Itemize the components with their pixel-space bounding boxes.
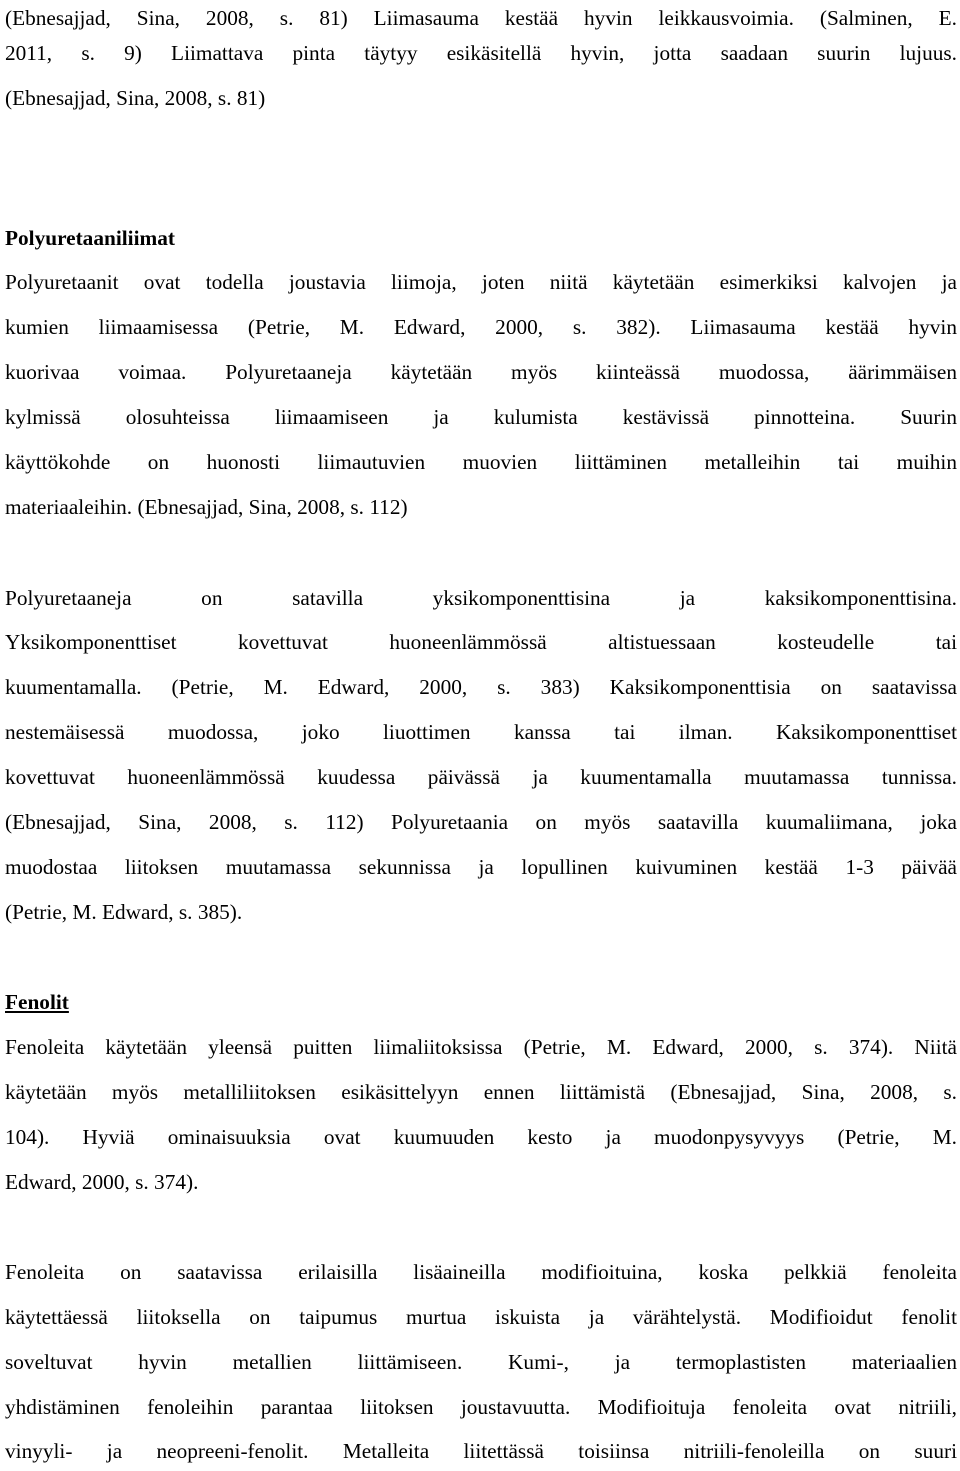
- paragraph-line: kylmissä olosuhteissa liimaamiseen ja kulumista kestävissä pinnotteina. Suurin: [5, 405, 957, 429]
- paragraph-line: soveltuvat hyvin metallien liittämiseen. Kumi-, ja termoplastisten materiaalien: [5, 1350, 957, 1374]
- intro-line: (Ebnesajjad, Sina, 2008, s. 81): [5, 86, 266, 110]
- paragraph-line: kuorivaa voimaa. Polyuretaaneja käytetään myös kiinteässä muodossa, äärimmäisen: [5, 360, 957, 384]
- paragraph-line: Polyuretaaneja on satavilla yksikomponenttisina ja kaksikomponenttisina.: [5, 586, 957, 610]
- paragraph-line: kuumentamalla. (Petrie, M. Edward, 2000, s. 383) Kaksikomponenttisia on saatavissa: [5, 675, 957, 699]
- paragraph-line: Edward, 2000, s. 374).: [5, 1170, 199, 1194]
- paragraph-line: kovettuvat huoneenlämmössä kuudessa päivässä ja kuumentamalla muutamassa tunnissa.: [5, 765, 957, 789]
- section-heading-phenolics: Fenolit: [5, 990, 69, 1014]
- paragraph-line: Fenoleita on saatavissa erilaisilla lisäaineilla modifioituina, koska pelkkiä fenoleita: [5, 1260, 957, 1284]
- paragraph-line: Polyuretaanit ovat todella joustavia liimoja, joten niitä käytetään esimerkiksi kalvojen ja: [5, 270, 957, 294]
- section-heading-polyurethane: Polyuretaaniliimat: [5, 226, 175, 250]
- paragraph-line: yhdistäminen fenoleihin parantaa liitoksen joustavuutta. Modifioituja fenoleita ovat nitriili,: [5, 1395, 957, 1419]
- paragraph-line: (Ebnesajjad, Sina, 2008, s. 112) Polyuretaania on myös saatavilla kuumaliimana, joka: [5, 810, 957, 834]
- paragraph-line: materiaaleihin. (Ebnesajjad, Sina, 2008, s. 112): [5, 495, 408, 519]
- paragraph-line: käyttökohde on huonosti liimautuvien muovien liittäminen metalleihin tai muihin: [5, 450, 957, 474]
- paragraph-line: (Petrie, M. Edward, s. 385).: [5, 900, 243, 924]
- paragraph-line: Yksikomponenttiset kovettuvat huoneenlämmössä altistuessaan kosteudelle tai: [5, 630, 957, 654]
- paragraph-line: käytettäessä liitoksella on taipumus murtua iskuista ja värähtelystä. Modifioidut fenolit: [5, 1305, 957, 1329]
- paragraph-line: 104). Hyviä ominaisuuksia ovat kuumuuden kesto ja muodonpysyvyys (Petrie, M.: [5, 1125, 957, 1149]
- paragraph-line: nestemäisessä muodossa, joko liuottimen kanssa tai ilman. Kaksikomponenttiset: [5, 720, 957, 744]
- paragraph-line: Fenoleita käytetään yleensä puitten liimaliitoksissa (Petrie, M. Edward, 2000, s. 374). Niitä: [5, 1035, 957, 1059]
- paragraph-line: kumien liimaamisessa (Petrie, M. Edward, 2000, s. 382). Liimasauma kestää hyvin: [5, 315, 957, 339]
- intro-line: 2011, s. 9) Liimattava pinta täytyy esikäsitellä hyvin, jotta saadaan suurin lujuus.: [5, 41, 957, 65]
- intro-line: (Ebnesajjad, Sina, 2008, s. 81) Liimasauma kestää hyvin leikkausvoimia. (Salminen, E.: [5, 6, 957, 30]
- paragraph-line: vinyyli- ja neopreeni-fenolit. Metalleita liitettässä toisiinsa nitriili-fenoleilla on suuri: [5, 1439, 957, 1463]
- paragraph-line: muodostaa liitoksen muutamassa sekunnissa ja lopullinen kuivuminen kestää 1-3 päivää: [5, 855, 957, 879]
- paragraph-line: käytetään myös metalliliitoksen esikäsittelyyn ennen liittämistä (Ebnesajjad, Sina, 2008, s.: [5, 1080, 957, 1104]
